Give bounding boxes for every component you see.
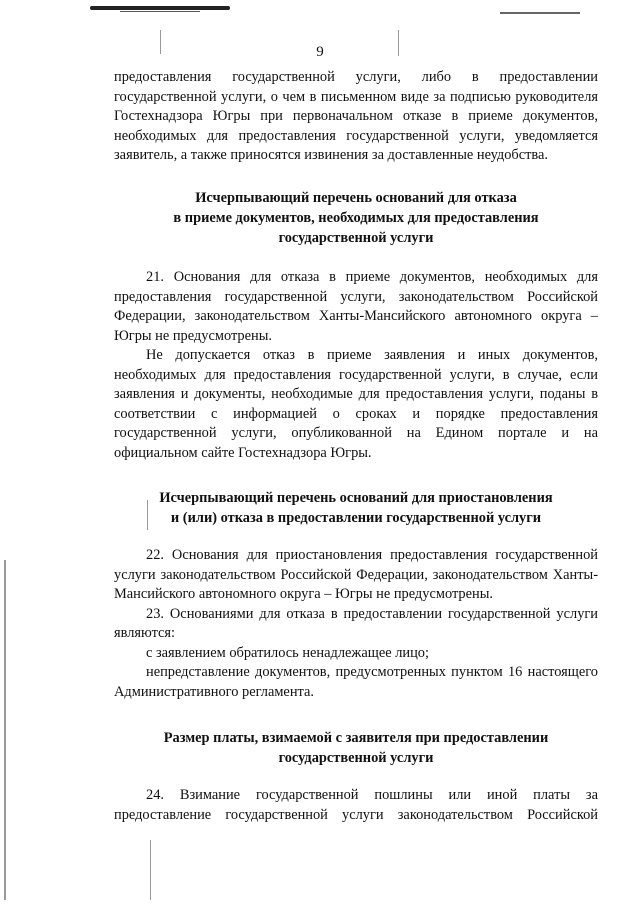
paragraph: предоставления государственной услуги, либо в предоставлении государственной услуги, о чем в письменном виде за подписью руководителя Гостехнадзора Югры при первоначальном отказе в приеме документов, необходимых для предоставления государственной услуги, уведомляется заявитель, а также приносятся извинения за доставленные неудобства. [114,69,598,163]
document-body-block-1 [114,68,598,166]
heading-line: Размер платы, взимаемой с заявителя при предоставлении [163,730,549,746]
paragraph-21: 21. Основания для отказа в приеме документов, необходимых для предоставления государственной услуги, законодательством Российской Федерации, законодательством Ханты-Мансийского автономного округа – Югры не предусмотрены. [114,269,598,344]
paragraph-23: 23. Основаниями для отказа в предоставлении государственной услуги являются: [114,605,598,641]
paragraph-22: 22. Основания для приостановления предоставления государственной услуги законодательством Российской Федерации, законодательством Ханты-Мансийского автономного округа – Югры не предусмотрены. [114,547,598,602]
paragraph-24: 24. Взимание государственной пошлины или иной платы за предоставление государственной услуги законодательством Российской [114,787,598,823]
list-item: непредставление документов, предусмотренных пунктом 16 настоящего Административного регламента. [114,664,598,700]
paragraph: Не допускается отказ в приеме заявления и иных документов, необходимых для предоставления государственной услуги, в случае, если заявления и документы, необходимые для предоставления услуги, поданы в соответствии с информацией о сроках и порядке предоставления государственной услуги, опубликованной на Едином портале и на официальном сайте Гостехнадзора Югры. [114,347,598,461]
document-body-block-2 [114,268,598,463]
section-heading-suspension-refusal [114,488,598,528]
heading-line: и (или) отказа в предоставлении государственной услуги [170,510,542,526]
scan-edge [4,560,6,900]
heading-line: государственной услуги [278,750,434,766]
document-body-block-4 [114,786,598,825]
section-heading-fee [114,728,598,768]
scan-mark [120,11,200,12]
heading-line: в приеме документов, необходимых для предоставления [173,210,539,226]
scan-mark [500,12,580,14]
scan-speck [150,840,151,900]
scan-mark [90,6,230,10]
list-item: с заявлением обратилось ненадлежащее лицо; [146,644,429,661]
page-number: 9 [316,44,324,60]
heading-line: Исчерпывающий перечень оснований для приостановления [159,490,553,506]
document-body-block-3 [114,546,598,702]
heading-line: Исчерпывающий перечень оснований для отказа [195,190,517,206]
section-heading-refusal-documents [114,188,598,248]
heading-line: государственной услуги [278,230,434,246]
